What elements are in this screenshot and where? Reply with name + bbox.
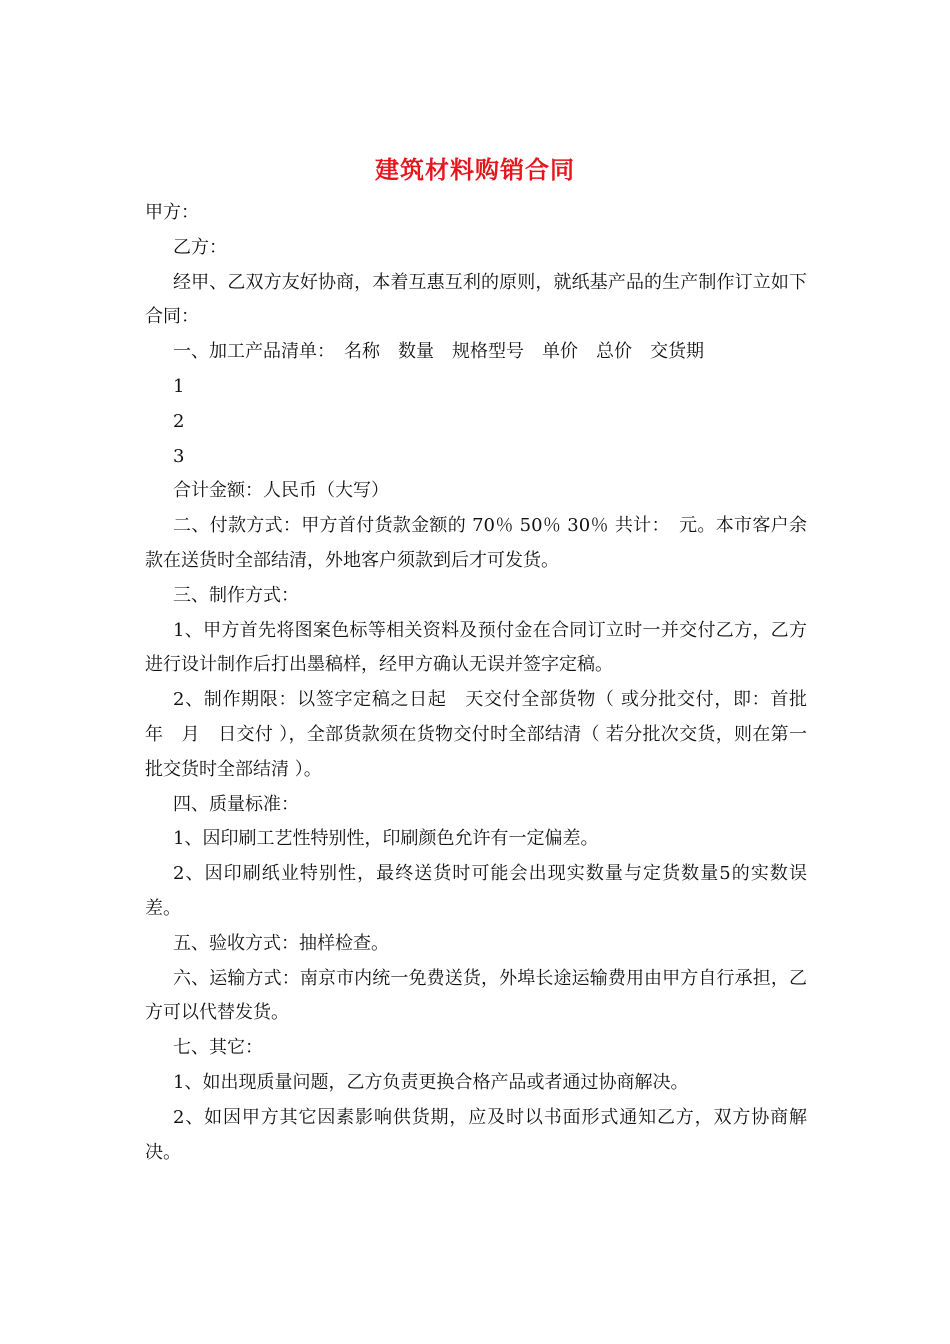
preamble-paragraph: 经甲、乙双方友好协商，本着互惠互利的原则，就纸基产品的生产制作订立如下合同： xyxy=(145,271,807,328)
section-heading-product-list: 一、加工产品清单： 名称 数量 规格型号 单价 总价 交货期 xyxy=(173,341,704,363)
quality-item-2: 2、因印刷纸业特别性，最终送货时可能会出现实数量与定货数量5的实数误差。 xyxy=(145,863,807,919)
total-amount-line: 合计金额：人民币（大写） xyxy=(173,480,389,502)
product-row-3: 3 xyxy=(173,445,185,467)
document-body xyxy=(145,196,825,1170)
section-acceptance-line: 五、验收方式：抽样检查。 xyxy=(173,932,389,954)
production-item-1: 1、甲方首先将图案色标等相关资料及预付金在合同订立时一并交付乙方，乙方进行设计制作后打出墨稿样，经甲方确认无误并签字定稿。 xyxy=(145,619,807,676)
production-item-2: 2、制作期限：以签字定稿之日起 天交付全部货物（ 或分批交付，即：首批 年 月 日交付 ），全部货款须在货物交付时全部结清（ 若分批次交货，则在第一批交货时全部结清 ）。 xyxy=(145,689,825,780)
section-heading-other: 七、其它： xyxy=(173,1037,263,1059)
section-transport-paragraph: 六、运输方式：南京市内统一免费送货，外埠长途运输费用由甲方自行承担，乙方可以代替发货。 xyxy=(145,967,807,1024)
quality-item-1: 1、因印刷工艺性特别性，印刷颜色允许有一定偏差。 xyxy=(173,828,599,850)
party-a-line: 甲方： xyxy=(145,202,199,223)
product-row-1: 1 xyxy=(173,375,185,397)
other-item-2: 2、如因甲方其它因素影响供货期，应及时以书面形式通知乙方，双方协商解决。 xyxy=(145,1106,807,1163)
section-heading-production: 三、制作方式： xyxy=(173,584,299,606)
section-payment-paragraph: 二、付款方式：甲方首付货款金额的 70％ 50％ 30％ 共计： 元。本市客户余款在送货时全部结清，外地客户须款到后才可发货。 xyxy=(145,515,807,571)
product-row-2: 2 xyxy=(173,410,185,432)
other-item-1: 1、如出现质量问题，乙方负责更换合格产品或者通过协商解决。 xyxy=(173,1071,689,1093)
document-title: 建筑材料购销合同 xyxy=(375,155,575,184)
section-heading-quality: 四、质量标准： xyxy=(173,793,299,815)
party-b-line: 乙方： xyxy=(173,236,227,258)
